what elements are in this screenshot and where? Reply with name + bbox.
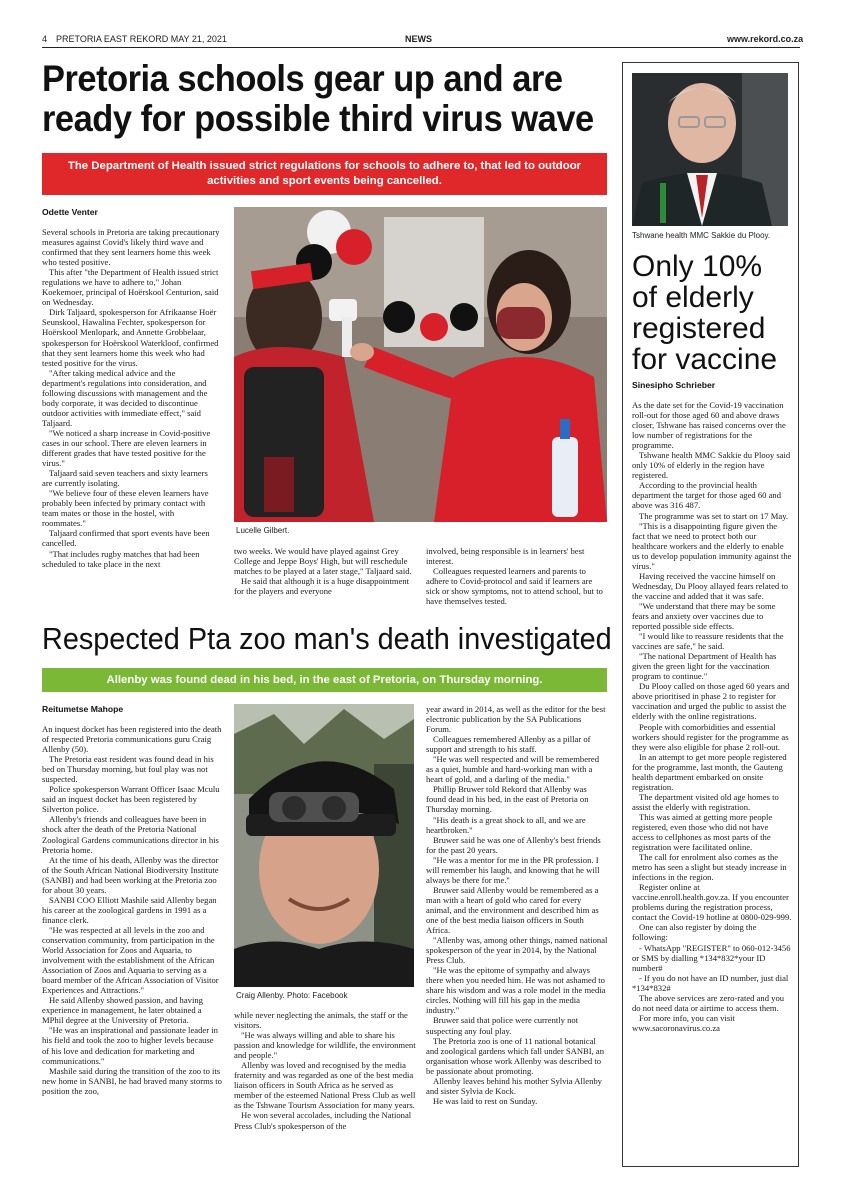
paragraph: "His death is a great shock to all, and we are heartbroken." [426, 814, 586, 835]
paragraph: Phillip Bruwer told Rekord that Allenby was found dead in his bed, in the east of Pretoria on Thursday morning. [426, 784, 589, 815]
page-number: 4 [42, 34, 48, 44]
paragraph: The department visited old age homes to assist the elderly with registration. [632, 791, 779, 812]
paragraph: "We noticed a sharp increase in Covid-positive cases in our school. There are eleven learners in different grades that have tested positive for the virus." [42, 427, 211, 469]
paragraph: "I would like to reassure residents that the vaccines are safe," he said. [632, 631, 784, 652]
paragraph: The above services are zero-rated and you do not need data or airtime to access them. [632, 992, 785, 1013]
folio-rule [42, 47, 800, 48]
paragraph: He said Allenby showed passion, and having experience in management, he later obtained a MPhil degree at the University of Pretoria. [42, 995, 203, 1026]
paragraph: involved, being responsible is in learners' best interest. [426, 546, 585, 567]
paragraph: Du Plooy called on those aged 60 years and above prioritised in phase 2 to register for vaccination and urged the public to assist the elderly with the online registrations. [632, 681, 790, 722]
paragraph: - If you do not have an ID number, just dial *134*832# [632, 972, 789, 993]
paragraph: At the time of his death, Allenby was the director of the South African National Biodiversity Institute (SANBI) and had been working at the Pretoria zoo for about 30 years. [42, 854, 219, 895]
paragraph: "This is a disappointing figure given the fact that we need to protect both our healthcare workers and the elderly to enable us to develop population immunity against the virus." [632, 520, 792, 571]
photo-craig-allenby [234, 704, 414, 987]
paragraph: In an attempt to get more people registered for the programme, last month, the Gauteng health department embarked on onsite registration. [632, 751, 787, 792]
paragraph: - WhatsApp "REGISTER" to 060-012-3456 or SMS by dialling *134*832*your ID number# [632, 942, 791, 973]
paragraph: Bruwer said that police were currently not suspecting any foul play. [426, 1015, 579, 1036]
article-column-schools-1 [42, 227, 220, 569]
photo-caption-schools: Lucelle Gilbert. [236, 526, 290, 535]
paragraph: Mashile said during the transition of the zoo to its new home in SANBI, he had braved many storms to position the zoo, [42, 1065, 222, 1096]
paragraph: This after "the Department of Health issued strict regulations we have to adhere to," Johan Koekemoer, principal of Hoërskool Centurion, said on Wednesday. [42, 267, 219, 308]
paragraph: Register online at vaccine.enroll.health.gov.za. If you encounter problems during the registration process, contact the Covid-19 hotline at 0800-029-999. [632, 882, 792, 923]
paragraph: He won several accolades, including the National Press Club's spokesperson of the [234, 1110, 412, 1131]
paragraph: Allenby was loved and recognised by the media fraternity and was regarded as one of the best media liaison officers in South Africa as he served as member of the esteemed National Press Club as well as the Tshwane Tourism Association for many years. [234, 1060, 416, 1111]
headline-schools-line2: ready for possible third virus wave [42, 98, 594, 139]
paragraph: "We understand that there may be some fears and anxiety over vaccines due to reported possible side effects. [632, 600, 776, 632]
paragraph: Colleagues remembered Allenby as a pillar of support and strength to his staff. [426, 734, 591, 755]
paragraph: Several schools in Pretoria are taking precautionary measures against Covid's likely third wave and confirmed that they sent learners home this week who tested positive. [42, 227, 220, 268]
paragraph: Taljaard said seven teachers and sixty learners are currently isolating. [42, 468, 208, 489]
headline-schools-line1: Pretoria schools gear up and are [42, 58, 563, 99]
standfirst-banner-zoo [42, 668, 607, 692]
headline-zoo: Respected Pta zoo man's death investigated [42, 621, 612, 656]
paragraph: year award in 2014, as well as the editor for the best electronic publication by the SA Publications Forum. [426, 704, 606, 735]
paragraph: "Allenby was, among other things, named national spokesperson of the year in 2014, by the National Press Club. [426, 935, 608, 966]
paragraph: One can also register by doing the following: [632, 922, 757, 943]
paragraph: "He was the epitome of sympathy and always there when you needed him. He was not ashamed to share his wisdom and was a role model in the media circles. Nothing will fill his gap in the media industry." [426, 965, 606, 1016]
paragraph: Allenby's friends and colleagues have been in shock after the death of the Pretoria National Zoological Gardens communications director in his Pretoria home. [42, 814, 219, 855]
paragraph: "He was always willing and able to share his passion and knowledge for wildlife, the environment and people." [234, 1030, 416, 1061]
paragraph: Police spokesperson Warrant Officer Isaac Mculu said an inquest docket has been registered by Silverton police. [42, 784, 220, 815]
paragraph: "The national Department of Health has given the green light for the vaccination program to continue." [632, 651, 777, 682]
paragraph: The call for enrolment also comes as the metro has seen a slight but steady increase in infections in the region. [632, 852, 787, 883]
sidebar-headline: Only 10% of elderly registered for vaccine [632, 250, 778, 376]
paragraph: Taljaard confirmed that sport events have been cancelled. [42, 528, 210, 549]
byline-sidebar: Sinesipho Schrieber [632, 380, 716, 390]
paragraph: He was laid to rest on Sunday. [433, 1095, 538, 1106]
paragraph: "He was an inspirational and passionate leader in his field and took the zoo to higher levels because of his love and dedication for marketing and communications." [42, 1025, 218, 1066]
paragraph: "That includes rugby matches that had been scheduled to take place in the next [42, 548, 200, 569]
standfirst-banner-schools [42, 153, 607, 195]
photo-caption-sidebar: Tshwane health MMC Sakkie du Plooy. [632, 231, 771, 240]
photo-sakkie-du-plooy [632, 73, 788, 226]
paragraph: Tshwane health MMC Sakkie du Plooy said only 10% of elderly in the region have registered. [632, 450, 791, 481]
paragraph: This was aimed at getting more people registered, even those who did not have access to cellphones as most parts of the registration were facilitated online. [632, 811, 773, 853]
paragraph: People with comorbidities and essential workers should register for the programme as they were also eligible for phase 2 roll-out. [632, 721, 789, 752]
paragraph: For more info, you can visit www.sacoronavirus.co.za [632, 1012, 735, 1033]
article-column-zoo-2 [234, 1010, 416, 1131]
du-plooy-photo-illustration [632, 73, 788, 226]
standfirst-text: Allenby was found dead in his bed, in the east of Pretoria, on Thursday morning. [106, 673, 543, 686]
paragraph: Having received the vaccine himself on Wednesday, Du Plooy allayed fears related to the vaccine and added that it was safe. [632, 570, 789, 601]
article-column-schools-2 [234, 546, 416, 596]
paragraph: SANBI COO Elliott Mashile said Allenby began his career at the zoological gardens in 1991 as a finance clerk. [42, 894, 217, 925]
paragraph: Colleagues requested learners and parents to adhere to Covid-protocol and said if learners are sick or show symptoms, not to attend school, but to have themselves tested. [426, 566, 603, 607]
paragraph: Bruwer said Allenby would be remembered as a man with a heart of gold who cared for every animal, and the environment and described him as one of the best media liaison officers in South Africa. [426, 884, 599, 936]
paragraph: "He was a mentor for me in the PR profession. I will remember his laugh, and knowing that he will always be there for me." [426, 854, 600, 885]
article-column-zoo-1 [42, 724, 222, 1096]
paragraph: Bruwer said he was one of Allenby's best friends for the past 20 years. [426, 834, 601, 855]
paragraph: Allenby leaves behind his mother Sylvia Allenby and sister Sylvia de Kock. [426, 1075, 602, 1096]
website-url: www.rekord.co.za [727, 34, 804, 44]
paragraph: Dirk Taljaard, spokesperson for Afrikaanse Hoër Seunskool, Hawalina Fechter, spokesperson for Hoërskool Menlopark, and Annette Grobbelaar, spokesperson for Hoërskool Waterkloof, confirmed that they sent learners home this week who had tested positive for the virus. [42, 307, 219, 368]
article-column-zoo-3 [426, 704, 608, 1106]
paragraph: while never neglecting the animals, the staff or the visitors. [234, 1010, 408, 1031]
paragraph: "We believe four of these eleven learners have probably been infected by primary contact with team mates or those in the hostel, with roommates." [42, 488, 209, 529]
paragraph: "He was respected at all levels in the zoo and conservation community, from participation in the World Association for Zoos and Aquaria, to involvement with the establishment of the African Association of Zoos and Aquaria to serving as a board member of the African Association of Visitor Experiences and Attractions." [42, 924, 219, 996]
paragraph: "After taking medical advice and the department's regulations into consideration, and following discussions with management and the body corporate, it was decided to discontinue outdoor activities with immediate effect," said Taljaard. [42, 367, 208, 428]
allenby-photo-illustration [234, 704, 414, 987]
byline-schools: Odette Venter [42, 207, 98, 217]
byline-zoo: Reitumetse Mahope [42, 704, 124, 714]
paragraph: As the date set for the Covid-19 vaccination roll-out for those aged 60 and above draws closer, Tshwane has raised concerns over the low number of registrations for the programme. [632, 400, 786, 451]
paragraph: The programme was set to start on 17 May. [639, 510, 789, 521]
standfirst-text: The Department of Health issued strict regulations for schools to adhere to, that led to outdoor activities and sport events being cancelled. [67, 160, 582, 187]
article-column-schools-3 [426, 546, 607, 606]
paragraph: An inquest docket has been registered into the death of respected Pretoria communications guru Craig Allenby (50). [42, 724, 222, 755]
paragraph: According to the provincial health department the target for those aged 60 and above was 316 487. [632, 480, 781, 511]
paragraph: The Pretoria zoo is one of 11 national botanical and zoological gardens which fall under SANBI, an organisation whose work Allenby was described to be passionate about promoting. [426, 1035, 605, 1076]
paragraph: two weeks. We would have played against Grey College and Jeppe Boys' High, but will reschedule matches to be played at a later stage," Taljaard said. [234, 546, 412, 577]
paragraph: He said that although it is a huge disappointment for the players and everyone [234, 576, 410, 597]
article-column-sidebar [632, 400, 792, 1033]
screening-photo-illustration [234, 207, 607, 522]
section-label: NEWS [405, 34, 432, 44]
photo-temperature-screening [234, 207, 607, 522]
paragraph: "He was well respected and will be remembered as a quiet, humble and hard-working man with a heart of gold, and a darling of the media." [426, 754, 600, 785]
publication-date: PRETORIA EAST REKORD MAY 21, 2021 [56, 34, 227, 44]
photo-caption-zoo: Craig Allenby. Photo: Facebook [236, 991, 348, 1000]
paragraph: The Pretoria east resident was found dead in his bed on Thursday morning, but foul play was not suspected. [42, 754, 214, 785]
